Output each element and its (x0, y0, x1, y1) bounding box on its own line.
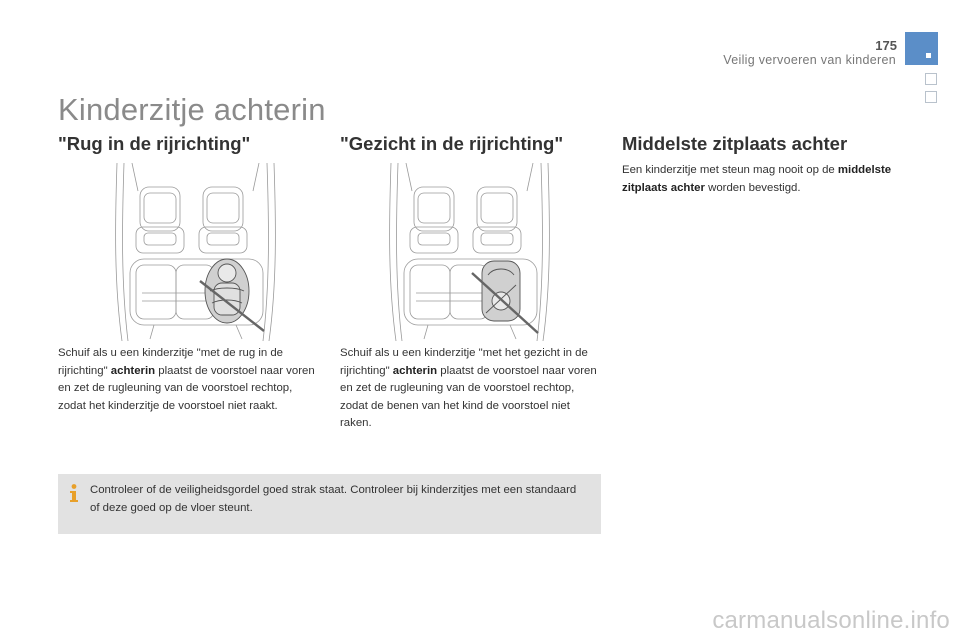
heading-middle-seat: Middelste zitplaats achter (622, 133, 848, 154)
chapter-tab-active (905, 32, 938, 65)
chapter-tab (925, 73, 937, 85)
info-text: Controleer of de veiligheidsgordel goed strak staat. Controleer bij kinderzitjes met een standaard of deze goed op de vloer steunt. (90, 484, 577, 514)
tab-marker (926, 53, 931, 58)
emphasis: middelste zitplaats achter (622, 164, 892, 194)
watermark: carmanualsonline.info (712, 607, 950, 634)
heading-rear-facing: "Rug in de rijrichting" (58, 133, 251, 154)
rear-facing-seat-illustration (114, 163, 277, 341)
info-box (58, 474, 601, 534)
section-title: Veilig vervoeren van kinderen (723, 53, 896, 67)
page-number: 175 (875, 38, 897, 53)
middle-seat-warning: Een kinderzitje met steun mag nooit op de middelste zitplaats achter worden bevestigd. (622, 164, 892, 194)
chapter-tab (925, 91, 937, 103)
forward-facing-instructions: Schuif als u een kinderzitje "met het gezicht in de rijrichting" achterin plaatst de voorstoel naar voren en zet de rugleuning van de voorstoel rechtop, zodat de benen van het kind de voorstoel niet raken. (340, 347, 597, 429)
emphasis: achterin (110, 364, 156, 377)
heading-forward-facing: "Gezicht in de rijrichting" (340, 133, 564, 154)
page-title: Kinderzitje achterin (58, 92, 326, 127)
forward-facing-seat-illustration (388, 163, 551, 341)
emphasis: achterin (392, 364, 438, 377)
rear-facing-instructions: Schuif als u een kinderzitje "met de rug in de rijrichting" achterin plaatst de voorstoel naar voren en zet de rugleuning van de voorstoel rechtop, zodat het kinderzitje de voorstoel niet raakt. (58, 347, 315, 412)
info-icon (67, 483, 81, 503)
